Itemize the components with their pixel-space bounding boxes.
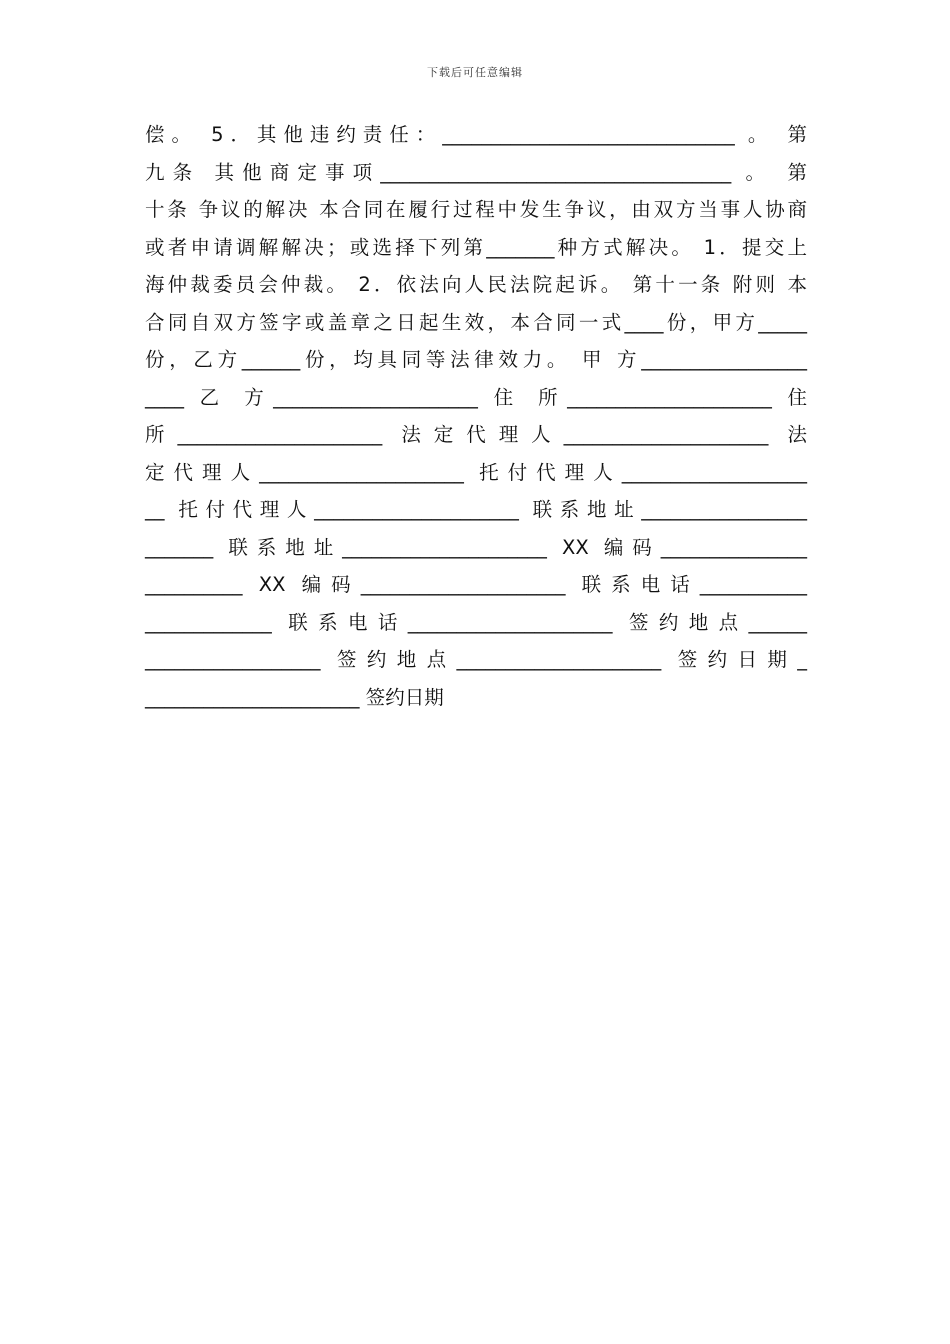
body-line: 份，乙方______份，均具同等法律效力。 甲 方_________________ <box>145 348 807 371</box>
body-line: _____________ 联系电话_____________________ 签约地点______ <box>145 610 807 634</box>
body-line: 十条 争议的解决 本合同在履行过程中发生争议，由双方当事人协商 <box>145 198 807 221</box>
body-line: 所_____________________ 法定代理人_____________________ 法 <box>145 423 807 446</box>
body-line: 或者申请调解解决；或选择下列第_______种方式解决。 1．提交上 <box>145 235 807 259</box>
body-line: ____ 乙 方_____________________ 住 所_____________________ 住 <box>145 385 807 409</box>
body-line: ______________________ 签约日期 <box>145 685 444 709</box>
body-line: 九条 其他商定事项____________________________________ 。 第 <box>145 160 807 184</box>
body-line: __________ XX 编码_____________________ 联系电话___________ <box>145 573 807 596</box>
body-line: 定代理人_____________________ 托付代理人___________________ <box>145 460 807 484</box>
contract-body <box>145 116 807 716</box>
body-line: __ 托付代理人_____________________ 联系地址_________________ <box>145 498 807 521</box>
body-line: 偿。 5．其他违约责任：______________________________ 。 第 <box>145 123 807 146</box>
body-line: 海仲裁委员会仲裁。 2．依法向人民法院起诉。 第十一条 附则 本 <box>145 273 807 296</box>
page-header: 下载后可任意编辑 <box>427 66 523 79</box>
body-line: 合同自双方签字或盖章之日起生效，本合同一式____份，甲方_____ <box>145 310 807 334</box>
body-line: _______ 联系地址_____________________ XX 编码_______________ <box>145 535 807 559</box>
body-line: __________________ 签约地点_____________________ 签约日期_ <box>145 648 807 671</box>
